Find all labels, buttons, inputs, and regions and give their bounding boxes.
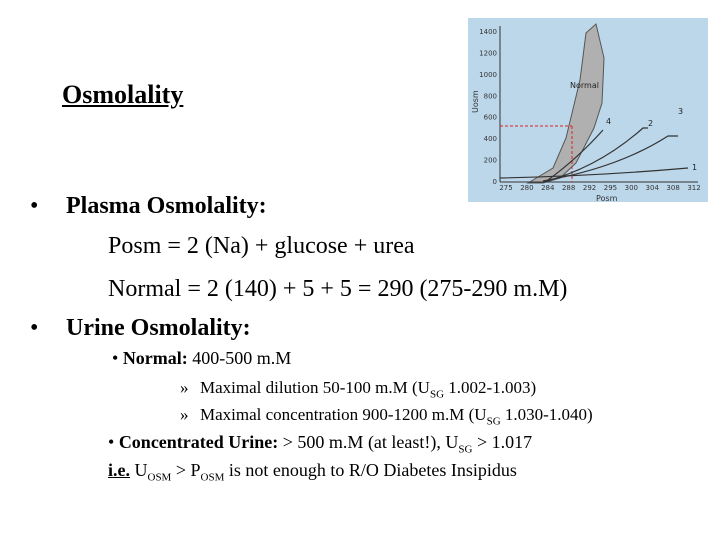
y-tick-label: 200 — [483, 156, 497, 165]
plasma-normal: Normal = 2 (140) + 5 + 5 = 290 (275-290 m.M) — [108, 276, 568, 302]
plasma-label: Plasma Osmolality: — [66, 193, 267, 219]
y-tick-label: 1200 — [479, 49, 497, 58]
bullet-dot: • — [112, 348, 123, 368]
y-tick-label: 1400 — [479, 28, 497, 36]
urine-normal-line — [112, 348, 291, 369]
y-tick-label: 400 — [483, 135, 497, 144]
curve-label-3: 3 — [678, 107, 684, 116]
x-tick-label: 275 — [499, 184, 513, 192]
x-tick-label: 280 — [520, 184, 534, 192]
curve-label-2: 2 — [648, 119, 654, 128]
x-tick-labels — [499, 184, 700, 192]
urine-label: Urine Osmolality: — [66, 315, 251, 341]
ie-text-1: U — [130, 460, 148, 480]
max-dilution-line — [180, 378, 536, 400]
normal-range-band — [528, 24, 604, 183]
dilution-text: Maximal dilution 50-100 m.M (U — [200, 378, 430, 397]
sub-bullet-mark: » — [180, 378, 189, 397]
concentration-text: Maximal concentration 900-1200 m.M (U — [200, 405, 487, 424]
ie-sub-1: OSM — [147, 471, 172, 484]
y-tick-label: 1000 — [479, 70, 497, 79]
max-concentration-line — [180, 405, 593, 427]
x-tick-label: 284 — [541, 184, 555, 192]
concentrated-sub: SG — [458, 443, 473, 456]
concentrated-text: > 500 m.M (at least!), U — [278, 432, 459, 452]
bullet-dot: • — [30, 193, 39, 219]
plasma-formula: Posm = 2 (Na) + glucose + urea — [108, 233, 415, 259]
bullet-dot: • — [30, 315, 39, 341]
urine-normal-label: Normal: — [122, 348, 188, 368]
slide-title: Osmolality — [62, 80, 184, 109]
urine-normal-value: 400-500 m.M — [187, 348, 292, 368]
x-tick-label: 304 — [645, 184, 659, 192]
x-tick-label: 288 — [561, 184, 576, 192]
ie-label: i.e. — [108, 460, 130, 480]
curve-label-4: 4 — [606, 117, 612, 126]
curve-label-normal: Normal — [570, 81, 599, 90]
dilution-sub: SG — [429, 388, 445, 401]
curve-label-1: 1 — [692, 163, 698, 172]
ie-text-3: is not enough to R/O Diabetes Insipidus — [224, 460, 517, 480]
x-axis-label: Posm — [596, 194, 618, 202]
concentration-sub: SG — [486, 415, 501, 428]
concentrated-urine-line — [108, 432, 532, 456]
y-tick-label: 0 — [492, 178, 497, 186]
x-tick-label: 312 — [687, 184, 701, 192]
osmolality-chart — [468, 18, 708, 202]
x-tick-label: 295 — [603, 184, 618, 192]
sub-bullet-mark: » — [180, 405, 189, 424]
osmolality-chart-svg — [468, 18, 708, 202]
concentrated-rest: > 1.017 — [472, 432, 533, 452]
ie-sub-2: OSM — [200, 471, 225, 484]
x-tick-label: 308 — [666, 184, 680, 192]
x-tick-label: 292 — [582, 184, 597, 192]
dilution-rest: 1.002-1.003) — [444, 378, 537, 397]
y-tick-label: 600 — [483, 113, 497, 122]
y-axis-label: Uosm — [471, 90, 480, 113]
concentrated-label: Concentrated Urine: — [118, 432, 279, 452]
bullet-dot: • — [108, 432, 119, 452]
ie-text-2: > P — [171, 460, 201, 480]
y-tick-label: 800 — [483, 92, 497, 101]
x-tick-label: 300 — [624, 184, 639, 192]
concentration-rest: 1.030-1.040) — [500, 405, 593, 424]
y-tick-labels — [479, 28, 497, 186]
ie-line — [108, 460, 517, 484]
